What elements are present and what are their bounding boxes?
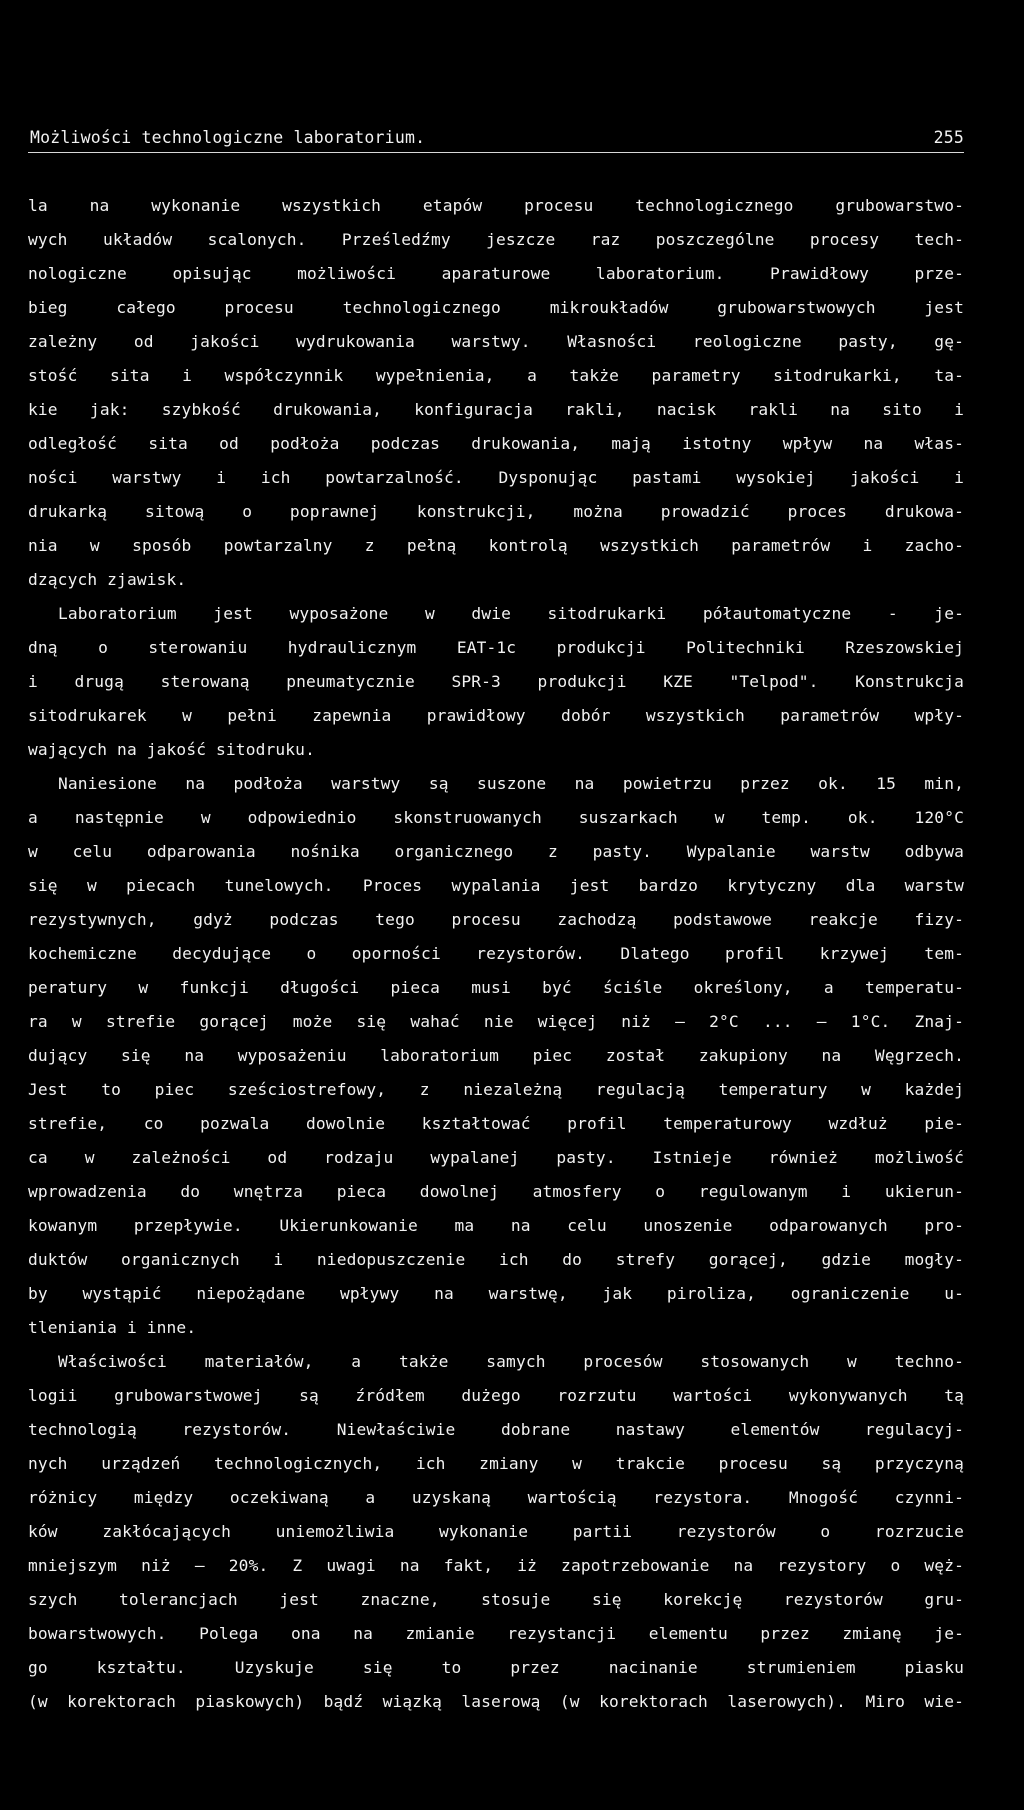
text-line: go kształtu. Uzyskuje się to przez nacinanie strumieniem piasku [28, 1658, 964, 1677]
body-text [28, 189, 964, 1719]
text-line: stość sita i współczynnik wypełnienia, a także parametry sitodrukarki, ta- [28, 366, 964, 385]
text-line: ności warstwy i ich powtarzalność. Dysponując pastami wysokiej jakości i [28, 468, 964, 487]
text-line: ra w strefie gorącej może się wahać nie więcej niż — 2°C ... — 1°C. Znaj- [28, 1012, 964, 1031]
text-line: się w piecach tunelowych. Proces wypalania jest bardzo krytyczny dla warstw [28, 876, 964, 895]
text-line: Naniesione na podłoża warstwy są suszone na powietrzu przez ok. 15 min, [58, 774, 964, 793]
text-line: sitodrukarek w pełni zapewnia prawidłowy dobór wszystkich parametrów wpły- [28, 706, 964, 725]
text-line: nologiczne opisując możliwości aparaturowe laboratorium. Prawidłowy prze- [28, 264, 964, 283]
text-line: wprowadzenia do wnętrza pieca dowolnej atmosfery o regulowanym i ukierun- [28, 1182, 964, 1201]
text-line: rezystywnych, gdyż podczas tego procesu zachodzą podstawowe reakcje fizy- [28, 910, 964, 929]
text-line: Laboratorium jest wyposażone w dwie sitodrukarki półautomatyczne - je- [58, 604, 964, 623]
text-line: zależny od jakości wydrukowania warstwy. Własności reologiczne pasty, gę- [28, 332, 964, 351]
text-line: bowarstwowych. Polega ona na zmianie rezystancji elementu przez zmianę je- [28, 1624, 964, 1643]
running-header [28, 126, 964, 150]
text-line: szych tolerancjach jest znaczne, stosuje się korekcję rezystorów gru- [28, 1590, 964, 1609]
page-content [28, 126, 964, 1711]
text-line: (w korektorach piaskowych) bądź wiązką laserową (w korektorach laserowych). Miro wie- [28, 1692, 964, 1711]
text-line: kie jak: szybkość drukowania, konfiguracja rakli, nacisk rakli na sito i [28, 400, 964, 419]
text-line: ca w zależności od rodzaju wypalanej pasty. Istnieje również możliwość [28, 1148, 964, 1167]
text-line: dną o sterowaniu hydraulicznym EAT-1c produkcji Politechniki Rzeszowskiej [28, 638, 964, 657]
text-line: wych układów scalonych. Prześledźmy jeszcze raz poszczególne procesy tech- [28, 230, 964, 249]
text-line: a następnie w odpowiednio skonstruowanych suszarkach w temp. ok. 120°C [28, 808, 964, 827]
text-line: kochemiczne decydujące o oporności rezystorów. Dlatego profil krzywej tem- [28, 944, 964, 963]
text-line: technologią rezystorów. Niewłaściwie dobrane nastawy elementów regulacyj- [28, 1420, 964, 1439]
text-line: Właściwości materiałów, a także samych procesów stosowanych w techno- [58, 1352, 964, 1371]
text-line: i drugą sterowaną pneumatycznie SPR-3 produkcji KZE "Telpod". Konstrukcja [28, 672, 964, 691]
running-title: Możliwości technologiczne laboratorium. [30, 128, 426, 147]
text-line: w celu odparowania nośnika organicznego z pasty. Wypalanie warstw odbywa [28, 842, 964, 861]
text-line: peratury w funkcji długości pieca musi być ściśle określony, a temperatu- [28, 978, 964, 997]
text-line: kowanym przepływie. Ukierunkowanie ma na celu unoszenie odparowanych pro- [28, 1216, 964, 1235]
text-line: strefie, co pozwala dowolnie kształtować profil temperaturowy wzdłuż pie- [28, 1114, 964, 1133]
text-line: drukarką sitową o poprawnej konstrukcji, można prowadzić proces drukowa- [28, 502, 964, 521]
text-line: dzących zjawisk. [28, 570, 187, 589]
page-number: 255 [933, 128, 964, 147]
text-line: bieg całego procesu technologicznego mikroukładów grubowarstwowych jest [28, 298, 964, 317]
text-line: ków zakłócających uniemożliwia wykonanie partii rezystorów o rozrzucie [28, 1522, 964, 1541]
text-line: nych urządzeń technologicznych, ich zmiany w trakcie procesu są przyczyną [28, 1454, 964, 1473]
text-line: odległość sita od podłoża podczas drukowania, mają istotny wpływ na włas- [28, 434, 964, 453]
header-rule [28, 152, 964, 153]
text-line: Jest to piec sześciostrefowy, z niezależną regulacją temperatury w każdej [28, 1080, 964, 1099]
text-line: dujący się na wyposażeniu laboratorium piec został zakupiony na Węgrzech. [28, 1046, 964, 1065]
text-line: la na wykonanie wszystkich etapów procesu technologicznego grubowarstwo- [28, 196, 964, 215]
text-line: logii grubowarstwowej są źródłem dużego rozrzutu wartości wykonywanych tą [28, 1386, 964, 1405]
text-line: duktów organicznych i niedopuszczenie ich do strefy gorącej, gdzie mogły- [28, 1250, 964, 1269]
text-line: by wystąpić niepożądane wpływy na warstwę, jak piroliza, ograniczenie u- [28, 1284, 964, 1303]
text-line: mniejszym niż — 20%. Z uwagi na fakt, iż zapotrzebowanie na rezystory o węż- [28, 1556, 964, 1575]
text-line: wających na jakość sitodruku. [28, 740, 315, 759]
text-line: różnicy między oczekiwaną a uzyskaną wartością rezystora. Mnogość czynni- [28, 1488, 964, 1507]
text-line: tleniania i inne. [28, 1318, 197, 1337]
text-line: nia w sposób powtarzalny z pełną kontrolą wszystkich parametrów i zacho- [28, 536, 964, 555]
